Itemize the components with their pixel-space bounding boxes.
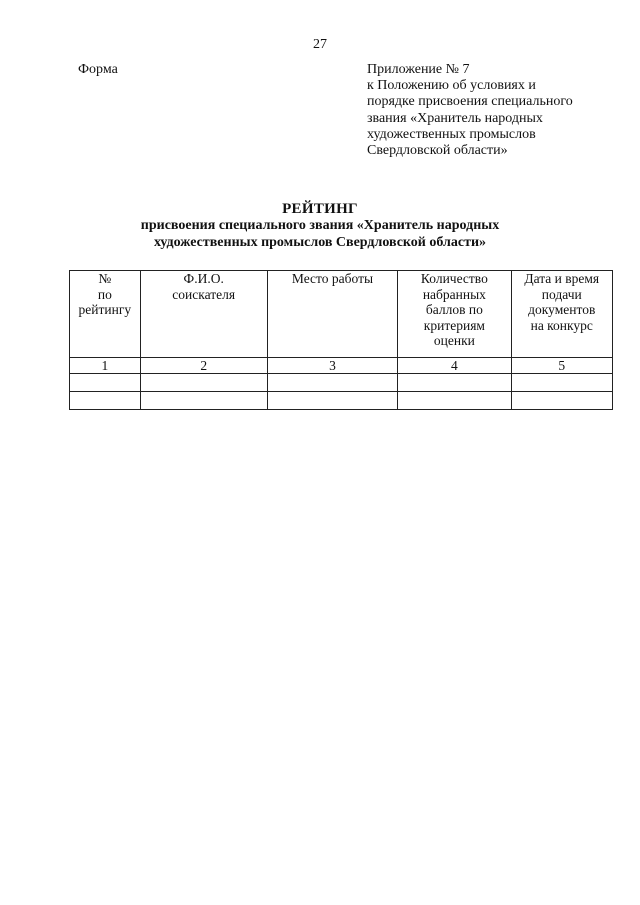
appendix-line: звания «Хранитель народных — [367, 110, 543, 126]
title-main: РЕЙТИНГ — [282, 201, 358, 217]
document-title — [0, 200, 640, 251]
table-cell — [511, 374, 612, 392]
header-score — [398, 271, 511, 358]
column-number: 2 — [140, 358, 267, 374]
table-cell — [267, 374, 398, 392]
header-text: Ф.И.О. — [183, 271, 224, 286]
table-cell — [140, 374, 267, 392]
header-text: оценки — [433, 333, 475, 349]
header-text: баллов по — [425, 302, 483, 318]
header-text: документов — [528, 302, 596, 318]
header-text: Дата и время — [524, 271, 600, 286]
header-text: № — [98, 271, 112, 286]
table-header-row — [70, 271, 613, 358]
table-cell — [70, 374, 141, 392]
title-subtitle-line: художественных промыслов Свердловской области» — [153, 234, 487, 250]
header-text: по — [97, 286, 112, 302]
table-cell — [70, 392, 141, 410]
appendix-line: порядке присвоения специального — [367, 94, 573, 110]
header-text: Количество — [420, 271, 488, 286]
appendix-line: Свердловской области» — [367, 143, 508, 159]
table-cell — [140, 392, 267, 410]
header-text: критериям — [423, 317, 485, 333]
table-cell — [398, 374, 511, 392]
form-label: Форма — [78, 62, 118, 77]
table-cell — [267, 392, 398, 410]
header-submission-date — [511, 271, 612, 358]
column-number: 4 — [398, 358, 511, 374]
table-cell — [398, 392, 511, 410]
header-text: рейтингу — [78, 302, 132, 318]
page-number: 27 — [313, 37, 327, 52]
table-cell — [511, 392, 612, 410]
appendix-line: Приложение № 7 — [367, 62, 470, 77]
header-text: на конкурс — [530, 317, 593, 333]
column-number: 5 — [511, 358, 612, 374]
header-text: соискателя — [172, 286, 236, 302]
header-text: набранных — [422, 286, 486, 302]
header-full-name — [140, 271, 267, 358]
column-number: 1 — [70, 358, 141, 374]
appendix-reference — [367, 62, 617, 159]
appendix-line: художественных промыслов — [367, 126, 536, 142]
column-number-row — [70, 358, 613, 374]
header-text: подачи — [541, 286, 582, 302]
header-text: Место работы — [291, 271, 374, 286]
table-row — [70, 392, 613, 410]
header-rank — [70, 271, 141, 358]
title-subtitle-line: присвоения специального звания «Хранитель народных — [140, 218, 500, 233]
appendix-line: к Положению об условиях и — [367, 78, 536, 94]
table-row — [70, 374, 613, 392]
column-number: 3 — [267, 358, 398, 374]
rating-table — [69, 270, 613, 410]
header-workplace — [267, 271, 398, 358]
